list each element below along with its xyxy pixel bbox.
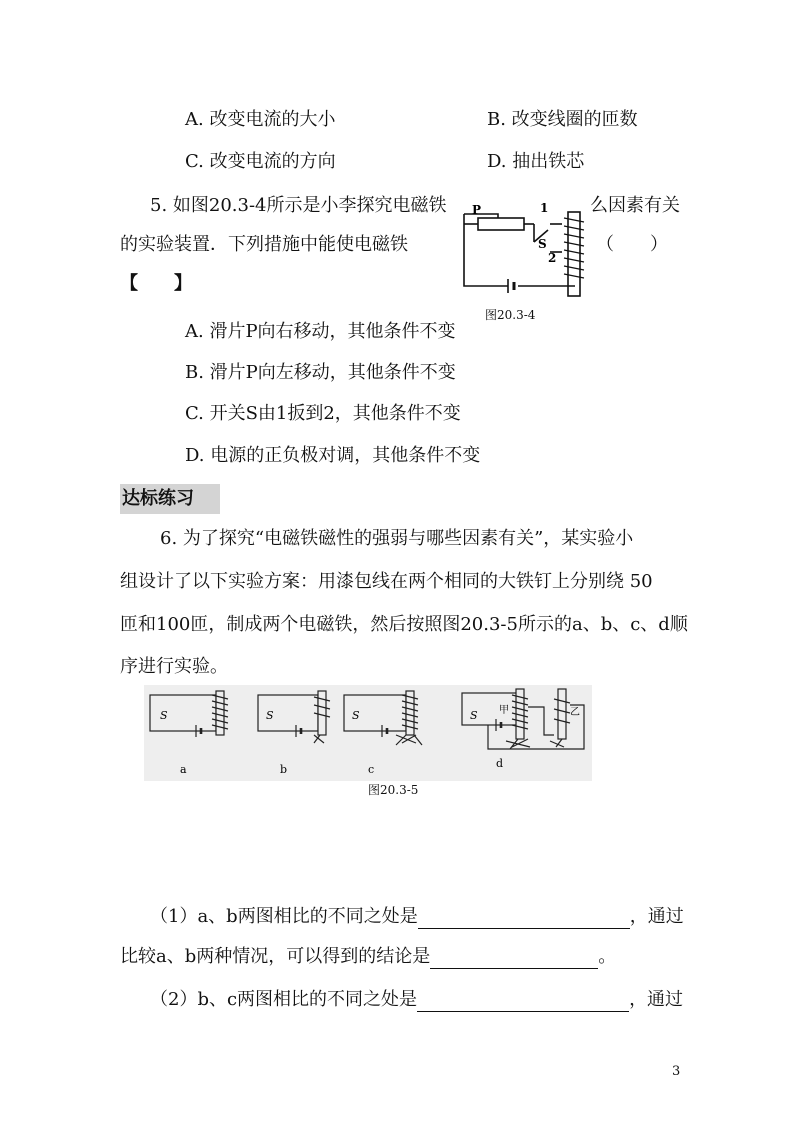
- q6-sub2-answer-blank[interactable]: [417, 991, 629, 1012]
- q4-option-d: D. 抽出铁芯: [487, 151, 585, 172]
- figure-20-3-4-caption: 图20.3-4: [485, 308, 536, 322]
- fig-d-switch-label: S: [470, 709, 478, 722]
- q6-sub1-line2: [120, 945, 616, 969]
- fig-label-p: P: [472, 203, 482, 217]
- q6-line3: 匝和100匝，制成两个电磁铁，然后按照图20.3-5所示的a、b、c、d顺: [120, 614, 688, 635]
- section-heading: 达标练习: [120, 484, 220, 514]
- fig-label-s: S: [538, 237, 547, 251]
- q6-sub1-line1: [150, 905, 684, 929]
- fig-label-1: 1: [540, 201, 549, 215]
- fig-panel-c-label: c: [368, 763, 375, 776]
- q4-option-a: A. 改变电流的大小: [185, 109, 336, 130]
- q6-sub1-answer-blank-1[interactable]: [418, 908, 630, 929]
- q5-line2-start: 的实验装置．下列措施中能使电磁铁: [120, 234, 408, 255]
- q5-option-a: A. 滑片P向右移动，其他条件不变: [185, 321, 456, 342]
- fig-a-switch-label: S: [160, 709, 168, 722]
- q5-option-c: C. 开关S由1扳到2，其他条件不变: [185, 403, 461, 424]
- fig-label-2: 2: [548, 251, 557, 265]
- q6-sub1-prompt-2: 比较a、b两种情况，可以得到的结论是: [120, 946, 431, 967]
- figure-20-3-5: [144, 685, 592, 781]
- q6-sub1-prompt: （1）a、b两图相比的不同之处是: [150, 906, 418, 927]
- q6-line2: 组设计了以下实验方案：用漆包线在两个相同的大铁钉上分别绕 50: [120, 571, 653, 592]
- q6-sub1-end: 。: [598, 946, 617, 967]
- q6-sub1-continue: ，通过: [629, 906, 684, 927]
- fig-d-coil-yi-label: 乙: [570, 707, 580, 718]
- q5-option-d: D. 电源的正负极对调，其他条件不变: [185, 445, 481, 466]
- q5-option-b: B. 滑片P向左移动，其他条件不变: [185, 362, 456, 383]
- fig-panel-a-label: a: [180, 763, 187, 776]
- fig-panel-b-label: b: [280, 763, 288, 776]
- q6-line1: 6. 为了探究“电磁铁磁性的强弱与哪些因素有关”，某实验小: [160, 528, 634, 549]
- q4-option-b: B. 改变线圈的匝数: [487, 109, 638, 130]
- q5-line1-end: 么因素有关: [590, 195, 680, 216]
- fig-b-switch-label: S: [266, 709, 274, 722]
- q6-sub2-prompt: （2）b、c两图相比的不同之处是: [150, 989, 418, 1010]
- q4-option-c: C. 改变电流的方向: [185, 151, 336, 172]
- q5-line2-end: （ ）: [596, 234, 668, 255]
- q5-answer-brackets: 【 】: [120, 273, 192, 294]
- q6-sub2-continue: ，通过: [629, 989, 684, 1010]
- q6-line4: 序进行实验。: [120, 656, 228, 677]
- fig-d-coil-jia-label: 甲: [499, 705, 509, 716]
- figure-20-3-4: [458, 200, 594, 304]
- page-number: 3: [672, 1064, 681, 1079]
- fig-c-switch-label: S: [352, 709, 360, 722]
- figure-20-3-5-caption: 图20.3-5: [368, 783, 419, 797]
- fig-panel-d-label: d: [496, 757, 504, 770]
- q6-sub2-line1: [150, 988, 683, 1012]
- q5-line1-start: 5. 如图20.3-4所示是小李探究电磁铁: [150, 195, 447, 216]
- q6-sub1-answer-blank-2[interactable]: [430, 948, 598, 969]
